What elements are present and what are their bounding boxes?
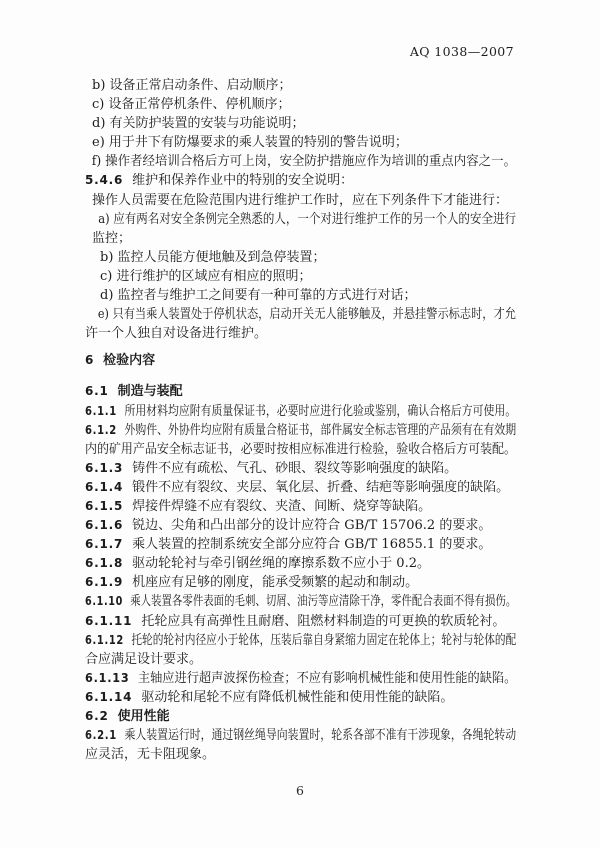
line-text: 铸件不应有疏松、气孔、砂眼、裂纹等影响强度的缺陷。: [132, 460, 458, 476]
line-text: c) 进行维护的区域应有相应的照明；: [100, 268, 312, 284]
clause-line: [85, 669, 517, 688]
section-heading: [85, 707, 516, 726]
list-item-line: [85, 248, 516, 267]
line-text: b) 设备正常启动条件、启动顺序；: [92, 78, 292, 93]
line-text: 维护和保养作业中的特别的安全说明：: [132, 173, 354, 189]
line-text: 应灵活，无卡阻现象。: [85, 747, 216, 763]
clause-number: 6.1.10: [85, 594, 123, 609]
line-text: 制造与装配: [117, 384, 183, 400]
list-item-line: [85, 229, 516, 248]
clause-number: 6.1.4: [85, 479, 124, 494]
clause-number: 6.1.5: [85, 498, 124, 513]
clause-line: [85, 516, 516, 535]
clause-line: [85, 573, 516, 592]
line-text: 检验内容: [103, 353, 156, 369]
clause-number: 6.1.11: [85, 613, 133, 628]
clause-line: [85, 612, 516, 631]
line-text: e) 用于井下有防爆要求的乘人装置的特别的警告说明；: [92, 135, 408, 151]
line-text: 主轴应进行超声波探伤检查；不应有影响机械性能和使用性能的缺陷。: [137, 670, 517, 686]
line-text: 托轮应具有高弹性且耐磨、阻燃材料制造的可更换的软质轮衬。: [141, 613, 506, 629]
line-text: 机座应有足够的刚度，能承受频繁的起动和制动。: [132, 575, 419, 591]
text-continuation-line: [85, 440, 517, 459]
line-text: 托轮的轮衬内径应小于轮体，压装后靠自身紧缩力固定在轮体上；轮衬与轮体的配: [131, 632, 517, 648]
line-text: f) 操作者经培训合格后方可上岗，安全防护措施应作为培训的重点内容之一。: [91, 154, 517, 170]
clause-line: [85, 688, 516, 707]
list-item-line: [85, 286, 516, 305]
line-text: 监控；: [92, 230, 132, 246]
clause-number: 6.1.14: [85, 689, 133, 704]
clause-line: [85, 592, 517, 611]
clause-line: [85, 497, 516, 516]
clause-line: [85, 535, 516, 554]
text-continuation-line: [85, 650, 516, 669]
line-text: 所用材料均应附有质量保证书，必要时应进行化验或鉴别，确认合格后方可使用。: [124, 403, 517, 419]
list-item-line: [85, 210, 516, 229]
line-text: 乘人装置运行时，通过钢丝绳导向装置时，轮系各部不准有干涉现象，各绳轮转动: [124, 728, 517, 744]
line-text: c) 设备正常停机条件、停机顺序；: [92, 97, 291, 113]
line-text: 焊接件焊缝不应有裂纹、夹渣、间断、烧穿等缺陷。: [132, 498, 432, 514]
clause-line: [85, 478, 516, 497]
list-item-line: [85, 114, 516, 133]
line-text: 驱动轮轮衬与牵引钢丝绳的摩擦系数不应小于 0.2。: [132, 556, 430, 572]
list-item-line: [85, 305, 516, 324]
list-item-line: [85, 152, 517, 171]
clause-number: 6.1.12: [85, 632, 124, 647]
clause-number: 6.2.1: [85, 728, 117, 743]
clause-line: [85, 402, 517, 421]
list-item-line: [85, 76, 516, 95]
document-body: [85, 76, 516, 764]
text-continuation-line: [85, 745, 516, 764]
clause-number: 6.2: [85, 709, 109, 723]
line-text: a) 应有两名对安全条例完全熟悉的人，一个对进行维护工作的另一个人的安全进行: [98, 211, 516, 227]
line-text: d) 监控者与维护工之间要有一种可靠的方式进行对话；: [100, 288, 417, 304]
clause-number: 6.1.7: [85, 537, 124, 552]
list-item-line: [85, 267, 516, 286]
clause-number: 6.1.1: [85, 403, 117, 418]
page-number: 6: [296, 783, 304, 798]
clause-number: 6.1.8: [85, 556, 124, 571]
line-text: 锐边、尖角和凸出部分的设计应符合 GB/T 15706.2 的要求。: [132, 518, 492, 534]
line-text: 内的矿用产品安全标志证书，必要时按相应标准进行检验，验收合格后方可装配。: [85, 441, 517, 457]
line-text: 锻件不应有裂纹、夹层、氧化层、折叠、结疤等影响强度的缺陷。: [132, 479, 510, 495]
section-heading: [85, 382, 516, 401]
clause-number: 6.1: [85, 384, 109, 399]
line-text: 合应满足设计要求。: [85, 651, 203, 667]
clause-number: 6.1.13: [85, 670, 130, 685]
line-text: 使用性能: [117, 709, 170, 724]
line-text: 操作人员需要在危险范围内进行维护工作时，应在下列条件下才能进行：: [92, 192, 509, 208]
list-item-line: [85, 191, 516, 210]
list-item-line: [85, 95, 516, 114]
text-continuation-line: [85, 324, 516, 343]
line-text: d) 有关防护装置的安装与功能说明；: [92, 116, 305, 132]
clause-number: 6.1.2: [85, 422, 117, 437]
line-text: 乘人装置的控制系统安全部分应符合 GB/T 16855.1 的要求。: [132, 537, 492, 553]
clause-number: 6.1.6: [85, 518, 124, 533]
line-text: b) 监控人员能方便地触及到急停装置；: [100, 249, 326, 265]
clause-number: 6: [85, 353, 95, 368]
list-item-line: [85, 133, 516, 152]
doc-header-code: AQ 1038—2007: [409, 44, 514, 59]
line-text: 驱动轮和尾轮不应有降低机械性能和使用性能的缺陷。: [141, 689, 454, 705]
clause-number: 6.1.9: [85, 575, 124, 590]
clause-line: [85, 421, 517, 440]
clause-line: [85, 554, 516, 573]
clause-number: 6.1.3: [85, 460, 124, 475]
clause-line: [85, 726, 517, 745]
clause-line: [85, 459, 516, 478]
line-text: 外购件、外协件均应附有质量合格证书，部件属安全标志管理的产品须有在有效期: [124, 422, 517, 438]
chapter-heading: [85, 351, 516, 370]
line-text: e) 只有当乘人装置处于停机状态，启动开关无人能够触及，并悬挂警示标志时，才允: [97, 307, 516, 323]
line-text: 许一个人独自对设备进行维护。: [85, 326, 268, 342]
line-text: 乘人装置各零件表面的毛刺、切屑、油污等应清除干净，零件配合表面不得有损伤。: [130, 594, 517, 610]
clause-line: [85, 171, 516, 190]
clause-line: [85, 631, 517, 650]
clause-number: 5.4.6: [85, 173, 124, 188]
